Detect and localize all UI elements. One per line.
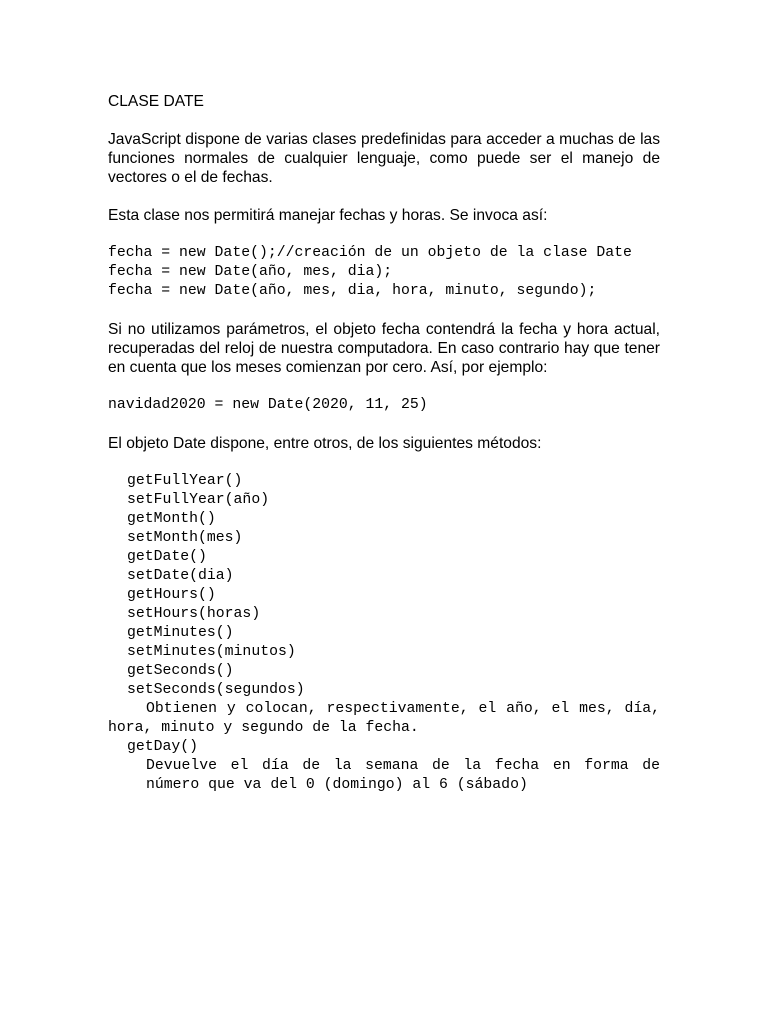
constructor-code-block: [108, 244, 660, 301]
method-item: getSeconds(): [127, 663, 234, 679]
method-item: setMonth(mes): [127, 530, 243, 546]
method-item: setMinutes(minutos): [127, 644, 296, 660]
method-item: getMinutes(): [127, 625, 234, 641]
methods-list: [108, 472, 660, 795]
page-title: CLASE DATE: [108, 93, 204, 110]
getday-description: Devuelve el día de la semana de la fecha en forma de número que va del 0 (domingo) al 6 (sábado): [146, 758, 660, 793]
code-line-1: fecha = new Date();//creación de un objeto de la clase Date: [108, 245, 632, 261]
method-item: getDate(): [127, 549, 207, 565]
method-item: setDate(dia): [127, 568, 234, 584]
method-item: setSeconds(segundos): [127, 682, 305, 698]
method-item: getMonth(): [127, 511, 216, 527]
invoke-paragraph: Esta clase nos permitirá manejar fechas y horas. Se invoca así:: [108, 207, 548, 224]
methods-description: Obtienen y colocan, respectivamente, el año, el mes, día, hora, minuto y segundo de la fecha.: [108, 701, 660, 736]
navidad-code-line: navidad2020 = new Date(2020, 11, 25): [108, 397, 428, 413]
code-line-3: fecha = new Date(año, mes, dia, hora, minuto, segundo);: [108, 283, 597, 299]
method-item: getHours(): [127, 587, 216, 603]
code-line-2: fecha = new Date(año, mes, dia);: [108, 264, 393, 280]
document-page: [108, 92, 660, 795]
method-item: getFullYear(): [127, 473, 243, 489]
methods-intro-paragraph: El objeto Date dispone, entre otros, de los siguientes métodos:: [108, 435, 542, 452]
method-item: setHours(horas): [127, 606, 261, 622]
method-item: setFullYear(año): [127, 492, 270, 508]
intro-paragraph: JavaScript dispone de varias clases predefinidas para acceder a muchas de las funciones normales de cualquier lenguaje, como puede ser el manejo de vectores o el de fechas.: [108, 131, 660, 186]
params-paragraph: Si no utilizamos parámetros, el objeto fecha contendrá la fecha y hora actual, recuperadas del reloj de nuestra computadora. En caso contrario hay que tener en cuenta que los meses comienzan por cero. Así, por ejemplo:: [108, 321, 660, 376]
method-item-getday: getDay(): [127, 739, 199, 755]
